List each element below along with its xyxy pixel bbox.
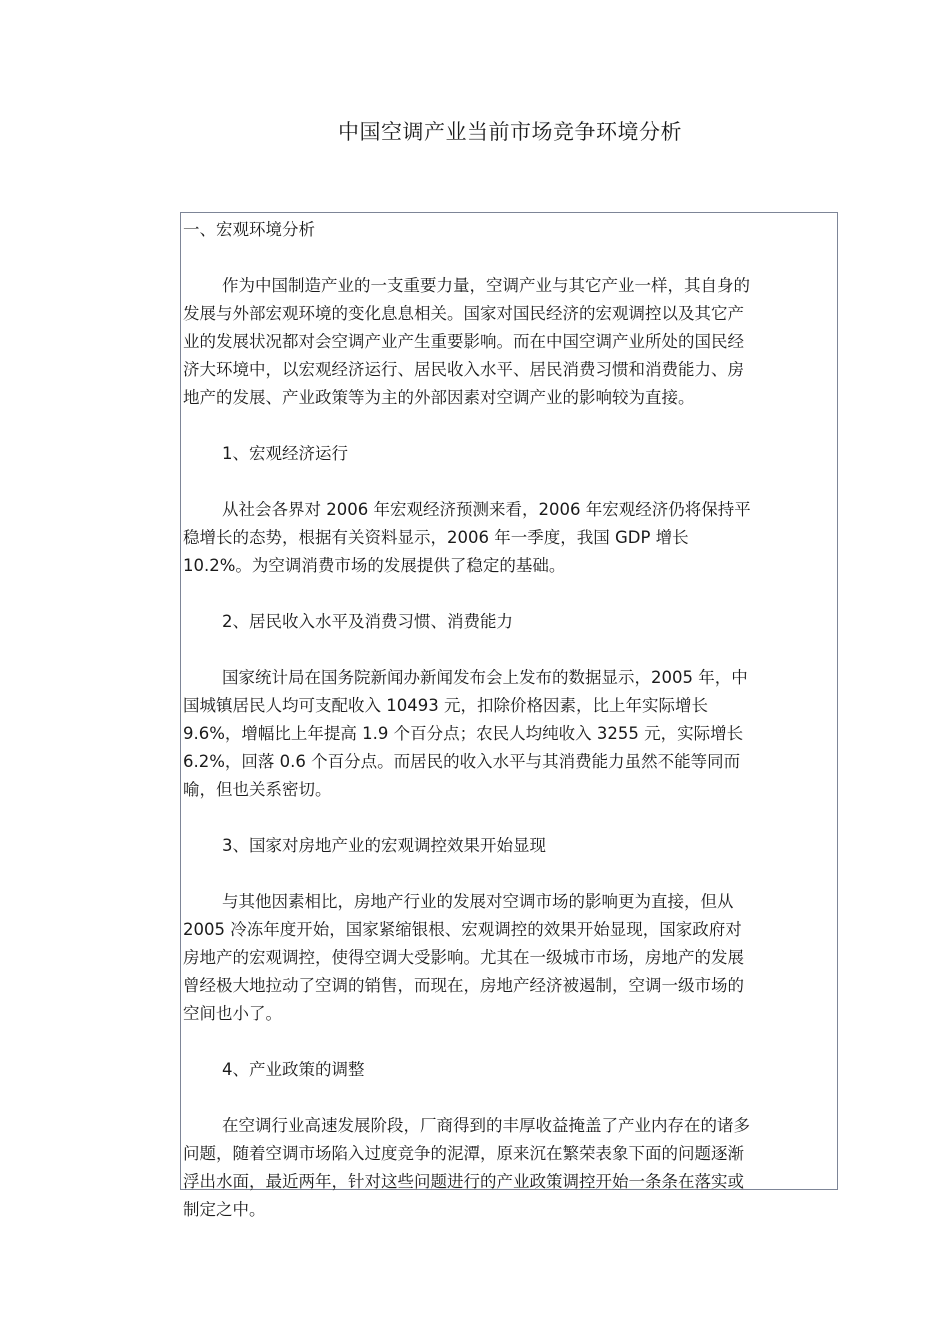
paragraph-intro: [183, 272, 835, 412]
text-line: 1、宏观经济运行: [222, 444, 348, 463]
paragraph-2: [183, 664, 835, 804]
paragraph-1: [183, 496, 835, 580]
text-line: 在空调行业高速发展阶段，厂商得到的丰厚收益掩盖了产业内存在的诸多: [222, 1116, 750, 1135]
text-line: 与其他因素相比，房地产行业的发展对空调市场的影响更为直接，但从: [222, 892, 734, 911]
text-line: 2005 冷冻年度开始，国家紧缩银根、宏观调控的效果开始显现，国家政府对: [183, 920, 742, 939]
text-line: 济大环境中，以宏观经济运行、居民收入水平、居民消费习惯和消费能力、房: [183, 360, 744, 379]
text-line: 业的发展状况都对会空调产业产生重要影响。而在中国空调产业所处的国民经: [183, 332, 744, 351]
subheading-2: [183, 608, 835, 636]
text-line: 问题，随着空调市场陷入过度竞争的泥潭，原来沉在繁荣表象下面的问题逐渐: [183, 1144, 744, 1163]
text-line: 稳增长的态势，根据有关资料显示，2006 年一季度，我国 GDP 增长: [183, 528, 689, 547]
text-line: 发展与外部宏观环境的变化息息相关。国家对国民经济的宏观调控以及其它产: [183, 304, 744, 323]
text-line: 4、产业政策的调整: [222, 1060, 365, 1079]
section-heading: [183, 216, 835, 244]
text-line: 国城镇居民人均可支配收入 10493 元，扣除价格因素，比上年实际增长: [183, 696, 708, 715]
text-line: 3、国家对房地产业的宏观调控效果开始显现: [222, 836, 546, 855]
subheading-3: [183, 832, 835, 860]
text-line: 房地产的宏观调控，使得空调大受影响。尤其在一级城市市场，房地产的发展: [183, 948, 744, 967]
text-line: 国家统计局在国务院新闻办新闻发布会上发布的数据显示，2005 年，中: [222, 668, 748, 687]
text-line: 喻，但也关系密切。: [183, 780, 332, 799]
subheading-4: [183, 1056, 835, 1084]
text-line: 作为中国制造产业的一支重要力量，空调产业与其它产业一样，其自身的: [222, 276, 750, 295]
text-line: 制定之中。: [183, 1200, 266, 1219]
paragraph-3: [183, 888, 835, 1028]
content-box: [180, 212, 838, 1219]
text-line: 浮出水面，最近两年，针对这些问题进行的产业政策调控开始一条条在落实或: [183, 1172, 744, 1191]
text-line: 空间也小了。: [183, 1004, 282, 1023]
text-line: 10.2%。为空调消费市场的发展提供了稳定的基础。: [183, 556, 566, 575]
text-line: 一、宏观环境分析: [183, 220, 315, 239]
text-line: 地产的发展、产业政策等为主的外部因素对空调产业的影响较为直接。: [183, 388, 695, 407]
page-title: 中国空调产业当前市场竞争环境分析: [338, 120, 682, 144]
text-line: 6.2%，回落 0.6 个百分点。而居民的收入水平与其消费能力虽然不能等同而: [183, 752, 741, 771]
text-line: 从社会各界对 2006 年宏观经济预测来看，2006 年宏观经济仍将保持平: [222, 500, 751, 519]
text-line: 2、居民收入水平及消费习惯、消费能力: [222, 612, 513, 631]
paragraph-4: [183, 1112, 835, 1224]
subheading-1: [183, 440, 835, 468]
text-line: 曾经极大地拉动了空调的销售，而现在，房地产经济被遏制，空调一级市场的: [183, 976, 744, 995]
text-line: 9.6%，增幅比上年提高 1.9 个百分点；农民人均纯收入 3255 元，实际增长: [183, 724, 744, 743]
